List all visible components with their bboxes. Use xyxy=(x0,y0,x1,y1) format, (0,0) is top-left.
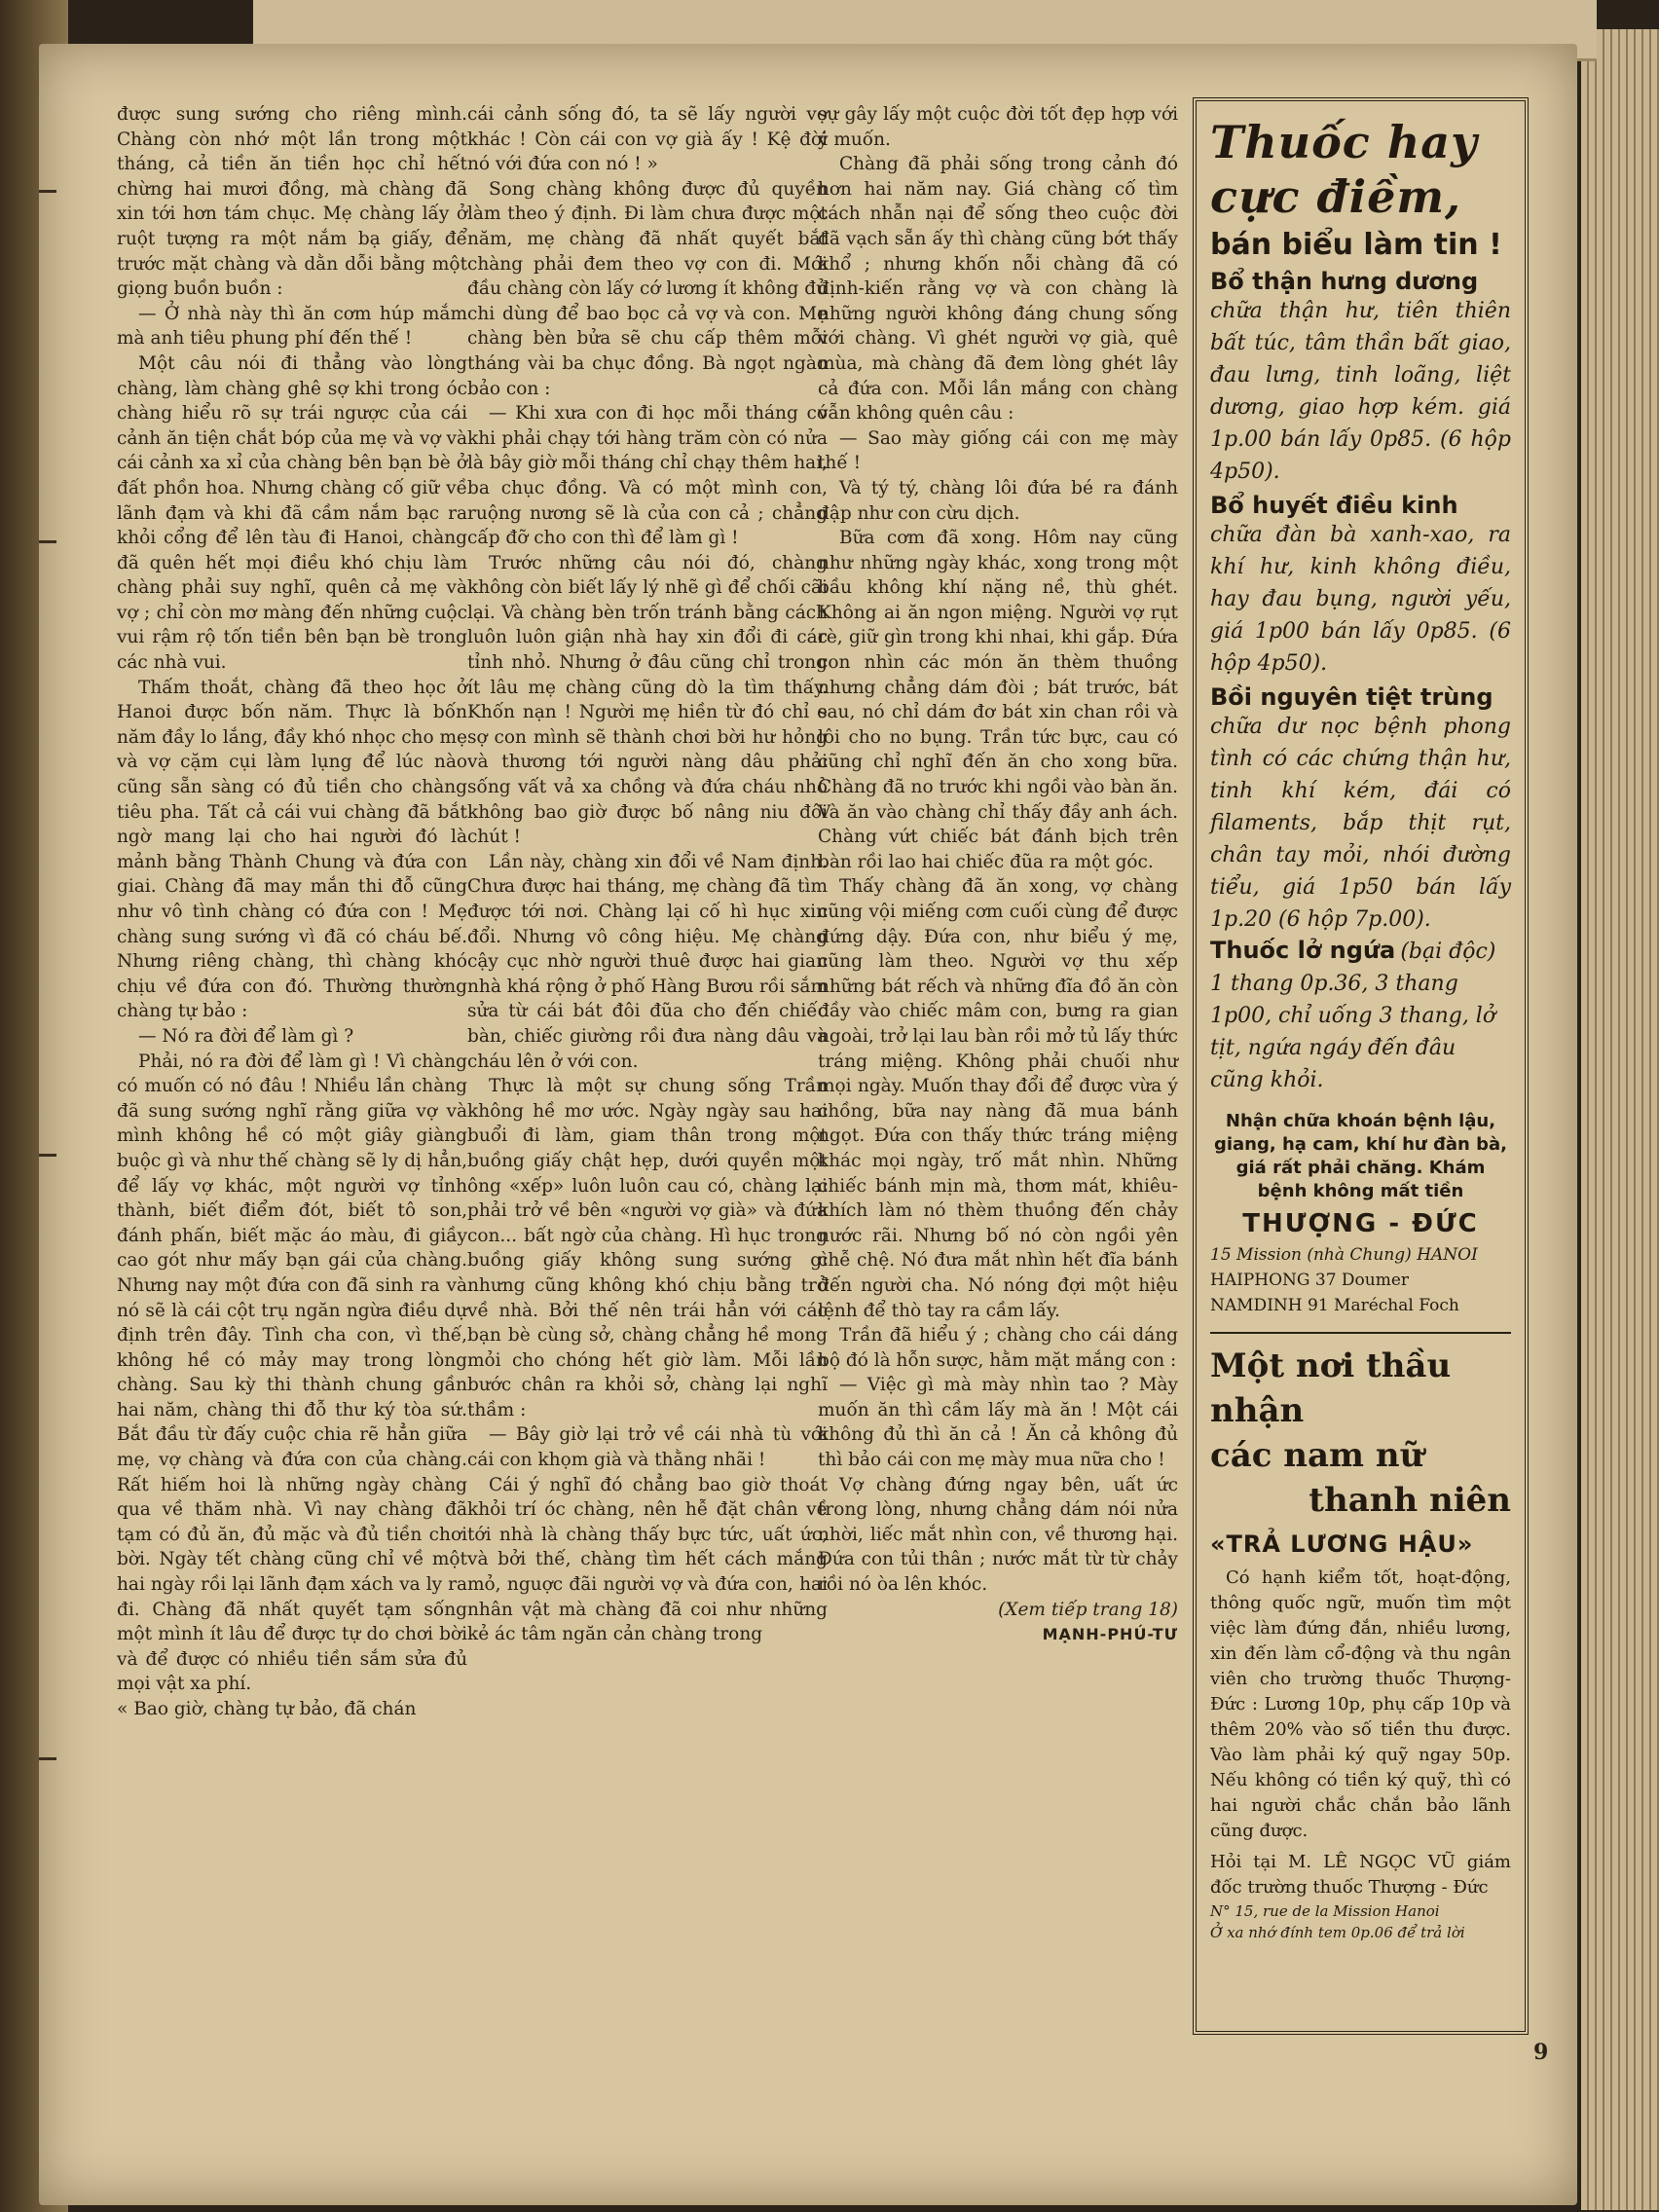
article-column-2 xyxy=(467,102,828,1647)
margin-mark xyxy=(39,540,56,543)
paragraph: « Bao giờ, chàng tự bảo, đã chán xyxy=(117,1699,417,1719)
ad-address: 15 Mission (nhà Chung) HANOI xyxy=(1210,1245,1478,1265)
ad-address: NAMDINH 91 Maréchal Foch xyxy=(1210,1296,1459,1315)
divider xyxy=(1210,1332,1511,1334)
ad2-title-line-2: các nam nữ xyxy=(1210,1436,1424,1475)
paragraph: Lần này, chàng xin đổi về Nam định. Chưa được hai tháng, mẹ chàng đã tìm được tới nơi. Chàng lại cố hì hục xin đổi. Nhưng vô công hiệu. Mẹ chàng cậy cục nhờ người thuê được hai gian nhà khá rộng ở phố Hàng Bươu rồi sắm sửa từ cái bát đôi đũa cho đến chiếc bàn, chiếc giường rồi đưa nàng dâu và cháu lên ở với con. xyxy=(467,851,828,1072)
paragraph: Thực là một sự chung sống Trần không hề mơ ước. Ngày ngày sau hai buổi đi làm, giam thân trong một buồng giấy chật hẹp, dưới quyền một ông «xếp» luôn luôn cau có, chàng lại phải trở về bên «người vợ già» và đứa con... bất ngờ của chàng. Hì hục trong buồng giấy không sung sướng gì nhưng cũng không khó chịu bằng trở về nhà. Bởi thế nên trái hẳn với các bạn bè cùng sở, chàng chẳng hề mong mỏi cho chóng hết giờ làm. Mỗi lần bước chân ra khỏi sở, chàng lại nghĩ thầm : xyxy=(467,1076,828,1420)
ad2-stamp-note: Ở xa nhớ đính tem 0p.06 để trả lời xyxy=(1210,1924,1465,1941)
ad-item-text: chữa thận hư, tiên thiên bất túc, tâm thần bất giao, đau lưng, tinh loãng, liệt dương, giao hợp kém. giá 1p.00 bán lấy 0p85. (6 hộp 4p50). xyxy=(1210,299,1511,484)
paragraph: Vợ chàng đứng ngay bên, uất ức trong lòng, nhưng chẳng dám nói nửa nhời, liếc mắt nhìn con, về thương hại. Đứa con tủi thân ; nước mắt từ từ chảy rồi nó òa lên khóc. xyxy=(818,1474,1178,1596)
ad-item-text: chữa dư nọc bệnh phong tình có các chứng thận hư, tinh khí kém, đái có filaments, bắp thịt rụt, chân tay mỏi, nhói đường tiểu, giá 1p50 bán lấy 1p.20 (6 hộp 7p.00). xyxy=(1210,715,1511,932)
ad2-text: Có hạnh kiểm tốt, hoạt-động, thông quốc ngữ, muốn tìm một việc làm đứng đắn, nhiều lương, xin đến làm cổ-động và thu ngân viên cho trường thuốc Thượng-Đức : Lương 10p, phụ cấp 10p và thêm 20% vào số tiền thu được. Vào làm phải ký quỹ ngay 50p. Nếu không có tiền ký quỹ, thì có hai người chắc chắn bảo lãnh cũng được. xyxy=(1210,1567,1511,1841)
ad2-contact: Hỏi tại M. LÊ NGỌC VŨ giám đốc trường thuốc Thượng - Đức xyxy=(1210,1852,1511,1898)
ad-brand: THƯỢNG - ĐỨC xyxy=(1242,1209,1479,1238)
paragraph: cái cảnh sống đó, ta sẽ lấy người vợ khác ! Còn cái con vợ già ấy ! Kệ đời nó với đứa con nó ! » xyxy=(467,104,828,175)
paragraph: Một câu nói đi thẳng vào lòng chàng, làm chàng ghê sợ khi trong óc chàng hiểu rõ sự trái ngược của cái cảnh ăn tiện chắt bóp của mẹ và vợ và cái cảnh xa xỉ của chàng bên bạn bè ở đất phồn hoa. Nhưng chàng cố giữ về lãnh đạm và khi đã cầm nắm bạc ra khỏi cổng để lên tàu đi Hanoi, chàng đã quên hết mọi điều khó chịu làm chàng phải suy nghĩ, quên cả mẹ và vợ ; chỉ còn mơ màng đến những cuộc vui rậm rộ tốn tiền bên bạn bè trong các nhà vui. xyxy=(117,352,467,674)
margin-mark xyxy=(39,1757,56,1760)
ad-address: HAIPHONG 37 Doumer xyxy=(1210,1271,1410,1290)
author-signature: MẠNH-PHÚ-TƯ xyxy=(1042,1625,1178,1644)
ad-item-text: (bại độc) 1 thang 0p.36, 3 thang 1p00, chỉ uống 3 thang, lở tịt, ngứa ngáy đến đâu cũng khỏi. xyxy=(1210,940,1496,1092)
paragraph: — Sao mày giống cái con mẹ mày thế ! xyxy=(818,427,1178,474)
paragraph: Thấm thoắt, chàng đã theo học ở Hanoi được bốn năm. Thực là bốn năm đầy lo lắng, đầy khó nhọc cho mẹ và vợ cặm cụi làm lụng để lúc nào cũng sẵn sàng có đủ tiền cho chàng tiêu pha. Tất cả cái vui chàng đã bắt ngờ mang lại cho hai người đó là mảnh bằng Thành Chung và đứa con giai. Chàng đã may mắn thi đỗ cũng như vô tình chàng có đứa con ! Mẹ chàng sung sướng vì đã có cháu bế. Nhưng riêng chàng, thì chàng khó chịu về đứa con đó. Thường thường chàng tự bảo : xyxy=(117,677,467,1022)
ad-item-text: chữa đàn bà xanh-xao, ra khí hư, kinh không điều, hay đau bụng, người yếu, giá 1p00 bán lấy 0p85. (6 hộp 4p50). xyxy=(1210,523,1511,676)
paragraph: Trần đã hiểu ý ; chàng cho cái dáng bộ đó là hỗn sược, hằm mặt mắng con : xyxy=(818,1325,1178,1371)
paragraph: — Việc gì mà mày nhìn tao ? Mày muốn ăn thì cầm lấy mà ăn ! Một cái không đủ thì ăn cả ! Ăn cả không đủ thì bảo cái con mẹ mày mua nữa cho ! xyxy=(818,1375,1178,1471)
article-column-1 xyxy=(117,102,467,1722)
ad-title-line-1: Thuốc hay xyxy=(1210,116,1478,168)
ad-item-heading: Thuốc lở ngứa xyxy=(1210,937,1396,964)
paragraph: Trước những câu nói đó, chàng không còn biết lấy lý nhẽ gì để chối cãi lại. Và chàng bèn trốn tránh bằng cách luôn luôn giận nhà hay xin đổi đi các tỉnh nhỏ. Nhưng ở đâu cũng chỉ trong ít lâu mẹ chàng cũng dò la tìm thấy. Khốn nạn ! Người mẹ hiền từ đó chỉ e sợ con mình sẽ thành chơi bời hư hỏng và thương tới người nàng dâu phải sống vất vả xa chồng và đứa cháu nhỏ không bao giờ được bố nâng niu đôi chút ! xyxy=(467,552,828,848)
ad-item-heading: Bổ huyết điều kinh xyxy=(1210,492,1458,519)
paragraph: — Khi xưa con đi học mỗi tháng có khi phải chạy tới hàng trăm còn có nửa là bây giờ mỗi tháng chỉ chạy thêm hai, ba chục đồng. Và có một mình con, ruộng nương sẽ là của con cả ; chẳng cấp đỡ cho con thì để làm gì ! xyxy=(467,403,828,549)
paragraph: — Bây giờ lại trở về cái nhà tù với cái con khọm già và thằng nhãi ! xyxy=(467,1424,828,1471)
margin-mark xyxy=(39,190,56,193)
paragraph: Thấy chàng đã ăn xong, vợ chàng cũng vội miếng cơm cuối cùng để được đứng dậy. Đứa con, như biểu ý mẹ, cũng làm theo. Người vợ thu xếp những bát rếch và những đĩa đồ ăn còn đầy vào chiếc mâm con, bưng ra gian ngoài, trở lại lau bàn rồi mở tủ lấy thức tráng miệng. Không phải chuối như mọi ngày. Muốn thay đổi để được vừa ý chồng, bữa nay nàng đã mua bánh ngọt. Đứa con thấy thức tráng miệng khác mọi ngày, trố mắt nhìn. Những chiếc bánh mịn mà, thơm mát, khiêu-khích làm nó thèm thuồng đến chảy nước rãi. Nhưng bố nó còn ngồi yên chễ chệ. Nó đưa mắt nhìn hết đĩa bánh đến người cha. Nó nóng đợi một hiệu lệnh để thò tay ra cầm lấy. xyxy=(818,876,1178,1321)
paragraph: Cái ý nghĩ đó chẳng bao giờ thoát khỏi trí óc chàng, nên hễ đặt chân về tới nhà là chàng thấy bực tức, uất ức, và bởi thế, chàng tìm hết cách mắng mỏ, nguợc đãi người vợ và đứa con, hai nhân vật mà chàng đã coi như những kẻ ác tâm ngăn cản chàng trong xyxy=(467,1474,828,1645)
ad-subtitle: bán biểu làm tin ! xyxy=(1210,228,1502,262)
ad-item-heading: Bồi nguyên tiệt trùng xyxy=(1210,683,1493,711)
paragraph: Bữa cơm đã xong. Hôm nay cũng như những ngày khác, xong trong một bầu không khí nặng nề, thù ghét. Không ai ăn ngon miệng. Người vợ rụt rè, giữ gìn trong khi nhai, khi gắp. Đứa con nhìn các món ăn thèm thuồng nhưng chẳng dám đòi ; bát trước, bát sau, nó chỉ dám đơ bát xin chan rồi và lôi cho no bụng. Trần tức bực, cau có cũng chỉ nghĩ đến ăn cho xong bữa. Chàng đã no trước khi ngồi vào bàn ăn. Và ăn vào chàng chỉ thấy đầy anh ách. Chàng vứt chiếc bát đánh bịch trên bàn rồi lao hai chiếc đũa ra một góc. xyxy=(818,528,1178,872)
paragraph: Phải, nó ra đời để làm gì ! Vì chàng có muốn có nó đâu ! Nhiều lần chàng đã sung sướng nghĩ rằng giữa vợ và mình không hề có một giây giàng buộc gì và như thế chàng sẽ ly dị hẳn, để lấy vợ khác, một người vợ tỉnh thành, biết điểm đót, biết tô son, đánh phấn, biết mặc áo màu, đi giầy cao gót như mấy bạn gái của chàng. Nhưng nay một đứa con đã sinh ra và nó sẽ là cái cột trụ ngăn ngừa điều dự định trên đây. Tình cha con, vì thế, không hề có mảy may trong lòng chàng. Sau kỳ thi thành chung gần hai năm, chàng thi đỗ thư ký tòa sứ. Bắt đầu từ đấy cuộc chia rẽ hẳn giữa mẹ, vợ chàng và đứa con của chàng. Rất hiếm hoi là những ngày chàng qua về thăm nhà. Vì nay chàng đã tạm có đủ ăn, đủ mặc và đủ tiền chơi bời. Ngày tết chàng cũng chỉ về một hai ngày rồi lại lãnh đạm xách va ly ra đi. Chàng đã nhất quyết tạm sống một mình ít lâu để được tự do chơi bời và để được có nhiều tiền sắm sửa đủ mọi vật xa phí. xyxy=(117,1051,467,1695)
page-stack-edge xyxy=(1581,29,1659,2210)
paragraph: — Nó ra đời để làm gì ? xyxy=(138,1025,354,1047)
page-number: 9 xyxy=(1533,2040,1549,2065)
paragraph: Chàng đã phải sống trong cảnh đó hơn hai năm nay. Giá chàng cố tìm cách nhẫn nại để sống theo cuộc đời đã vạch sẵn ấy thì chàng cũng bớt thấy khổ ; nhưng khốn nỗi chàng đã có định-kiến rằng vợ và con chàng là những người không đáng chung sống với chàng. Vì ghét người vợ già, quê mùa, mà chàng đã đem lòng ghét lây cả đứa con. Mỗi lần mắng con chàng vẫn không quên câu : xyxy=(818,154,1178,424)
continued-note: (Xem tiếp trang 18) xyxy=(998,1599,1178,1620)
paragraph: sự gây lấy một cuộc đời tốt đẹp hợp với ý muốn. xyxy=(818,104,1178,150)
advertisement-box xyxy=(1193,97,1529,2035)
ad-item-heading: Bổ thận hưng dương xyxy=(1210,268,1479,295)
margin-mark xyxy=(39,1154,56,1157)
ad2-title-line-3: thanh niên xyxy=(1309,1481,1511,1520)
paragraph: Và tý tý, chàng lôi đứa bé ra đánh đập như con cừu dịch. xyxy=(818,477,1178,524)
ad-title-line-2: cực điềm, xyxy=(1210,170,1462,223)
ad2-heading: «TRẢ LƯƠNG HẬU» xyxy=(1210,1530,1474,1558)
paragraph: Song chàng không được đủ quyền làm theo ý định. Đi làm chưa được một năm, mẹ chàng đã nhất quyết bắt chàng phải đem theo vợ con đi. Mới đầu chàng còn lấy cớ lương ít không đủ chi dùng để bao bọc cả vợ và con. Mẹ chàng bèn bửa sẽ chu cấp thêm mỗi tháng vài ba chục đồng. Bà ngọt ngào bảo con : xyxy=(467,178,828,399)
paragraph: được sung sướng cho riêng mình. Chàng còn nhớ một lần trong một tháng, cả tiền ăn tiền học chỉ hết chừng hai mươi đồng, mà chàng đã xin tới hơn tám chục. Mẹ chàng lấy ở ruột tượng ra một nắm bạ giấy, để trước mặt chàng và dằn dỗi bằng một giọng buồn buồn : xyxy=(117,104,467,300)
ad-note: Nhận chữa khoán bệnh lậu, giang, hạ cam, khí hư đàn bà, giá rất phải chăng. Khám bệnh không mất tiền xyxy=(1213,1111,1507,1201)
article-column-3 xyxy=(818,102,1178,1647)
newspaper-page xyxy=(39,44,1577,2205)
ad2-title-line-1: Một nơi thầu nhận xyxy=(1210,1346,1452,1430)
ad2-address: N° 15, rue de la Mission Hanoi xyxy=(1210,1902,1440,1920)
paragraph: — Ở nhà này thì ăn cơm húp mắm mà anh tiêu phung phí đến thế ! xyxy=(117,303,467,350)
